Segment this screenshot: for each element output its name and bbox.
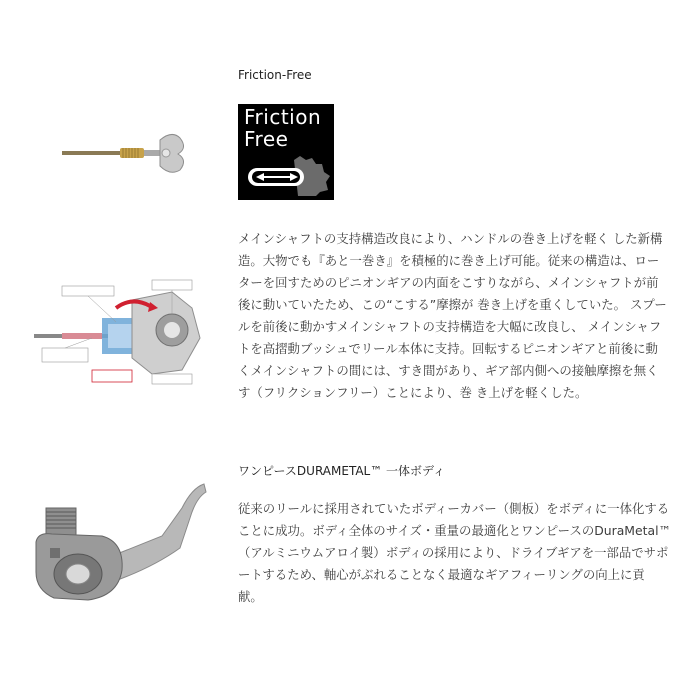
main-shaft-image — [60, 128, 188, 178]
durametal-body-image — [32, 478, 210, 606]
friction-free-logo — [238, 104, 334, 200]
durametal-description: 従来のリールに採用されていたボディーカバー（側板）をボディに一体化する ことに成功。ボディ全体のサイズ・重量の最適化とワンピースのDuraMetal™ （アルミニウムアロイ製）ボディの採用により、ドライブギアを一部品でサポ ートするため、軸心がぶれることなく最適なギアフィーリングの向上に貢 献。 — [238, 501, 671, 604]
logo-text — [238, 106, 334, 150]
section-title-friction-free: Friction-Free — [238, 68, 312, 82]
friction-free-cutaway-diagram — [32, 278, 210, 390]
logo-line: Free — [244, 127, 289, 151]
section-title-durametal: ワンピースDURAMETAL™ 一体ボディ — [238, 464, 446, 478]
double-arrow-icon — [242, 154, 332, 196]
logo-line: Friction — [244, 105, 322, 129]
friction-free-description: メインシャフトの支持構造改良により、ハンドルの巻き上げを軽く した新構 造。大物でも『あと一巻き』を積極的に巻き上げ可能。従来の構造は、ロー ターを回すためのピニオンギアの内面をこすりながら、メインシャフトが前 後に動いていたため、この“こする”摩擦が 巻き上げを重くしていた。 スプー ルを前後に動かすメインシャフトの支持構造を大幅に改良し、 メインシャフ トを高摺動ブッシュでリール本体に支持。回転するピニオンギアと前後に動 くメインシャフトの間には、すき間があり、ギア部内側への接触摩擦を無く す（フリクションフリー）ことにより、巻 き上げを軽くした。 — [238, 231, 667, 400]
